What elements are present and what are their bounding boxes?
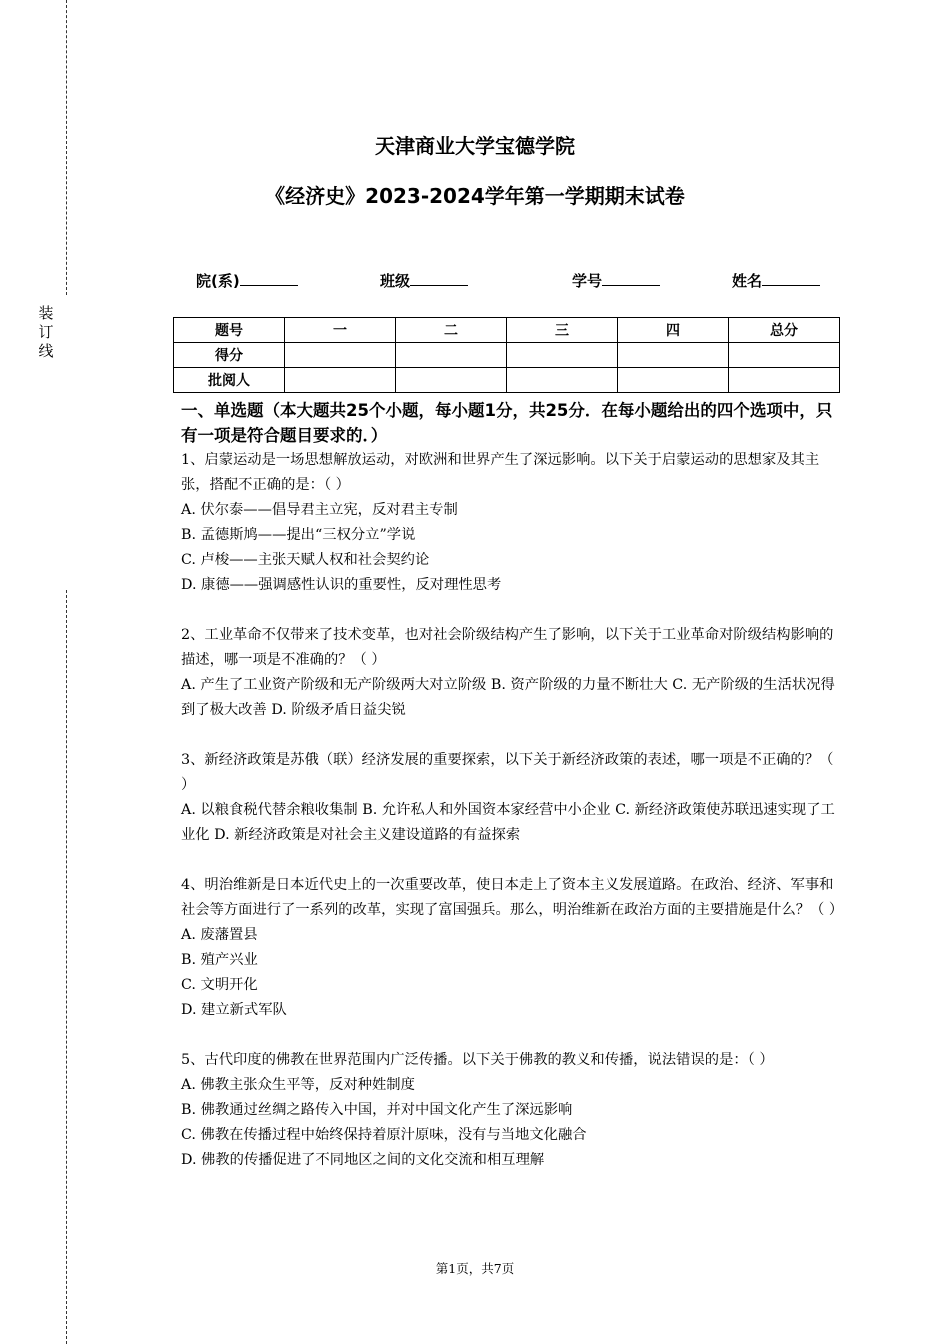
score-table-cell: 二 — [396, 318, 507, 343]
class-field — [380, 270, 468, 291]
question-stem: 1、启蒙运动是一场思想解放运动，对欧洲和世界产生了深远影响。以下关于启蒙运动的思想家及其主张，搭配不正确的是：（ ） — [181, 452, 820, 493]
student-id-field — [572, 270, 660, 291]
name-label: 姓名 — [732, 272, 763, 290]
exam-title: 《经济史》2023-2024学年第一学期期末试卷 — [265, 184, 685, 208]
question-2 — [181, 623, 841, 723]
score-table-cell: 总分 — [729, 318, 840, 343]
question-option: D. 建立新式军队 — [181, 1002, 287, 1018]
score-table-cell: 批阅人 — [174, 368, 285, 393]
score-table-cell: 得分 — [174, 343, 285, 368]
question-option: B. 殖产兴业 — [181, 952, 258, 968]
question-3 — [181, 748, 841, 848]
class-blank — [410, 271, 468, 286]
question-option: C. 文明开化 — [181, 977, 258, 993]
question-option: C. 佛教在传播过程中始终保持着原汁原味，没有与当地文化融合 — [181, 1127, 587, 1143]
school-title: 天津商业大学宝德学院 — [375, 134, 575, 158]
student-id-blank — [602, 271, 660, 286]
score-table-cell — [285, 368, 396, 393]
question-stem: 2、工业革命不仅带来了技术变革，也对社会阶级结构产生了影响，以下关于工业革命对阶级结构影响的描述，哪一项是不准确的？（ ） — [181, 627, 834, 668]
score-table — [173, 317, 840, 393]
score-table-cell: 三 — [507, 318, 618, 343]
question-options-inline: A. 以粮食税代替余粮收集制 B. 允许私人和外国资本家经营中小企业 C. 新经济政策使苏联迅速实现了工业化 D. 新经济政策是对社会主义建设道路的有益探索 — [181, 802, 835, 843]
question-option: A. 佛教主张众生平等，反对种姓制度 — [181, 1077, 415, 1093]
score-table-cell: 题号 — [174, 318, 285, 343]
question-option: B. 孟德斯鸠——提出“三权分立”学说 — [181, 527, 416, 543]
question-4 — [181, 873, 844, 1023]
question-option: B. 佛教通过丝绸之路传入中国，并对中国文化产生了深远影响 — [181, 1102, 573, 1118]
question-stem: 4、明治维新是日本近代史上的一次重要改革，使日本走上了资本主义发展道路。在政治、经济、军事和社会等方面进行了一系列的改革，实现了富国强兵。那么，明治维新在政治方面的主要措施是什么？（ ） — [181, 877, 844, 918]
score-table-cell — [507, 343, 618, 368]
question-options-inline: A. 产生了工业资产阶级和无产阶级两大对立阶级 B. 资产阶级的力量不断壮大 C. 无产阶级的生活状况得到了极大改善 D. 阶级矛盾日益尖锐 — [181, 677, 835, 718]
question-5 — [181, 1048, 841, 1173]
question-1 — [181, 448, 841, 598]
question-stem: 3、新经济政策是苏俄（联）经济发展的重要探索，以下关于新经济政策的表述，哪一项是不正确的？（ ） — [181, 752, 834, 793]
score-table-cell — [285, 343, 396, 368]
department-field — [196, 270, 298, 291]
question-option: A. 废藩置县 — [181, 927, 258, 943]
name-field — [732, 270, 820, 291]
section-heading: 一、单选题（本大题共25个小题，每小题1分，共25分．在每小题给出的四个选项中，只有一项是符合题目要求的．） — [181, 401, 833, 445]
student-id-label: 学号 — [572, 272, 603, 290]
score-table-cell — [729, 343, 840, 368]
name-blank — [762, 271, 820, 286]
score-table-row — [174, 343, 840, 368]
score-table-cell — [729, 368, 840, 393]
class-label: 班级 — [380, 272, 411, 290]
question-option: C. 卢梭——主张天赋人权和社会契约论 — [181, 552, 430, 568]
score-table-cell — [618, 343, 729, 368]
score-table-cell — [396, 368, 507, 393]
score-table-cell: 一 — [285, 318, 396, 343]
score-table-header-row — [174, 318, 840, 343]
score-table-cell — [507, 368, 618, 393]
score-table-cell — [618, 368, 729, 393]
binding-label: 装订线 — [38, 304, 54, 360]
binding-dashed-line-bottom — [66, 590, 67, 1344]
score-table-cell — [396, 343, 507, 368]
question-option: A. 伏尔泰——倡导君主立宪，反对君主专制 — [181, 502, 458, 518]
department-label: 院(系) — [196, 272, 240, 290]
score-table-row — [174, 368, 840, 393]
exam-content — [181, 398, 844, 1198]
question-option: D. 康德——强调感性认识的重要性，反对理性思考 — [181, 577, 502, 593]
page-footer: 第1页，共7页 — [435, 1261, 515, 1276]
question-stem: 5、古代印度的佛教在世界范围内广泛传播。以下关于佛教的教义和传播，说法错误的是：（ ） — [181, 1052, 774, 1068]
score-table-cell: 四 — [618, 318, 729, 343]
department-blank — [240, 271, 298, 286]
question-option: D. 佛教的传播促进了不同地区之间的文化交流和相互理解 — [181, 1152, 545, 1168]
